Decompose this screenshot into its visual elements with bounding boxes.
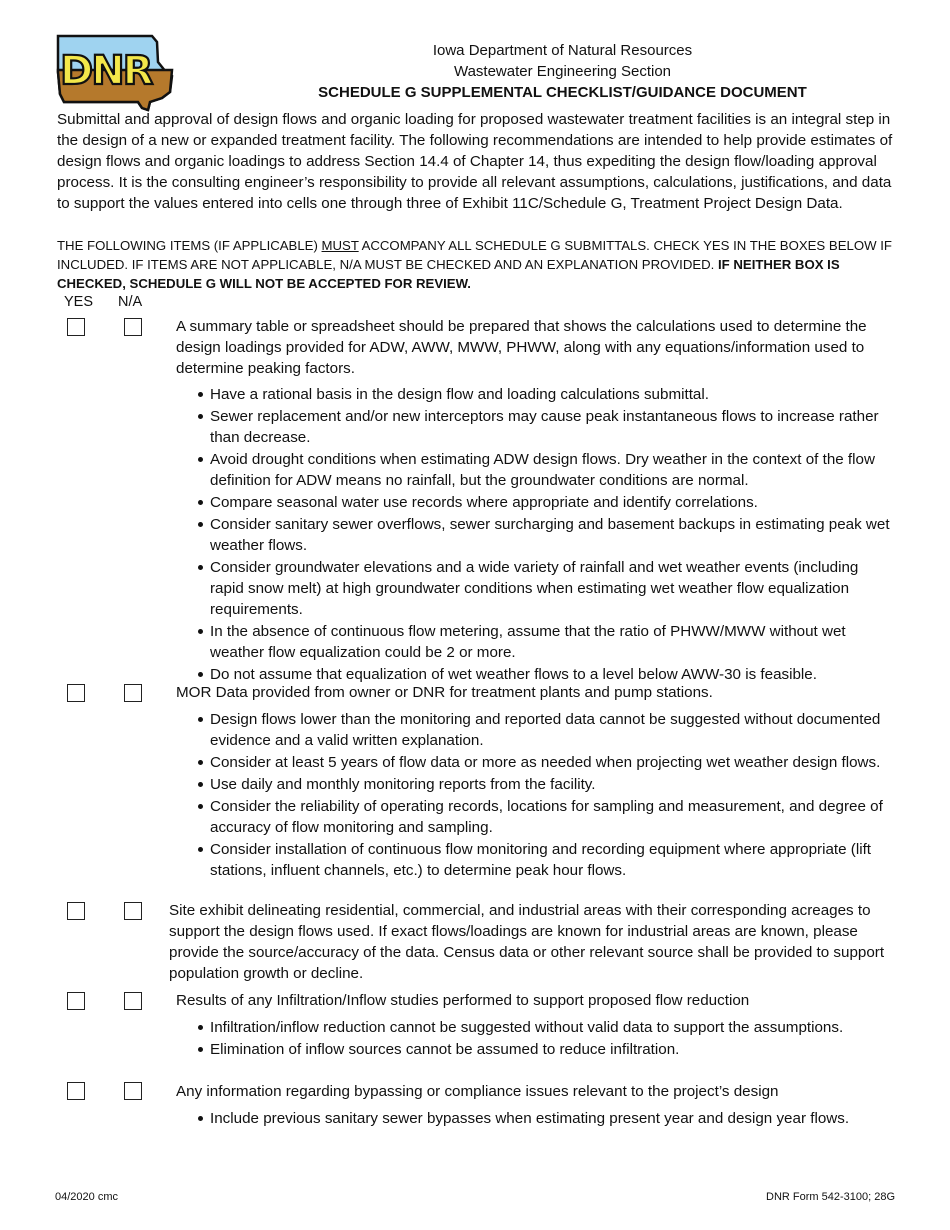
footer-date: 04/2020 cmc [55, 1191, 118, 1203]
list-item: Design flows lower than the monitoring and reported data cannot be suggested without documented evidence and a valid written explanation. [196, 709, 896, 751]
agency-name: Iowa Department of Natural Resources [432, 42, 693, 59]
item-4-na-checkbox[interactable] [124, 992, 142, 1010]
list-item: Consider the reliability of operating records, locations for sampling and measurement, and degree of accuracy of flow monitoring and sampling. [196, 796, 896, 838]
notice-warning: IF NEITHER BOX IS CHECKED, SCHEDULE G WILL NOT BE ACCEPTED FOR REVIEW. [57, 257, 840, 291]
item-1-yes-checkbox[interactable] [67, 318, 85, 336]
list-item: Compare seasonal water use records where appropriate and identify correlations. [196, 492, 896, 513]
item-2-na-checkbox[interactable] [124, 684, 142, 702]
item-2-bullets [196, 709, 896, 882]
list-item: Elimination of inflow sources cannot be assumed to reduce infiltration. [196, 1039, 896, 1060]
yes-column-header: YES [64, 294, 94, 310]
list-item: Consider groundwater elevations and a wide variety of rainfall and wet weather events (including rapid snow melt) at high groundwater conditions when estimating wet weather flow equalization requirements. [196, 557, 896, 620]
na-column-header: N/A [118, 294, 143, 310]
item-4-bullets [196, 1017, 896, 1061]
section-name: Wastewater Engineering Section [453, 63, 672, 80]
list-item: Use daily and monthly monitoring reports from the facility. [196, 774, 896, 795]
document-title: SCHEDULE G SUPPLEMENTAL CHECKLIST/GUIDANCE DOCUMENT [318, 84, 807, 101]
item-5-na-checkbox[interactable] [124, 1082, 142, 1100]
list-item: Include previous sanitary sewer bypasses when estimating present year and design year flows. [196, 1108, 896, 1129]
list-item: Sewer replacement and/or new interceptors may cause peak instantaneous flows to increase rather than decrease. [196, 406, 896, 448]
list-item: Consider installation of continuous flow monitoring and recording equipment where appropriate (lift stations, influent channels, etc.) to determine peak hour flows. [196, 839, 896, 881]
list-item: Do not assume that equalization of wet weather flows to a level below AWW-30 is feasible. [196, 664, 896, 685]
item-5-text: Any information regarding bypassing or compliance issues relevant to the project’s design [176, 1083, 779, 1100]
item-2-yes-checkbox[interactable] [67, 684, 85, 702]
item-4-yes-checkbox[interactable] [67, 992, 85, 1010]
item-3-text: Site exhibit delineating residential, commercial, and industrial areas with their corresponding acreages to support the design flows used. If exact flows/loadings are known for industrial areas are known, please provide the source/accuracy of the data. Census data or other relevant source shall be provided to support population growth or decline. [169, 902, 885, 982]
notice-must: MUST [321, 238, 359, 253]
list-item: In the absence of continuous flow metering, assume that the ratio of PHWW/MWW without wet weather flow equalization could be 2 or more. [196, 621, 896, 663]
item-5-yes-checkbox[interactable] [67, 1082, 85, 1100]
submittal-notice [57, 236, 897, 293]
list-item: Avoid drought conditions when estimating ADW design flows. Dry weather in the context of the flow definition for ADW means no rainfall, but the groundwater conditions are normal. [196, 449, 896, 491]
list-item: Consider at least 5 years of flow data or more as needed when projecting wet weather design flows. [196, 752, 896, 773]
item-3-na-checkbox[interactable] [124, 902, 142, 920]
list-item: Infiltration/inflow reduction cannot be suggested without valid data to support the assumptions. [196, 1017, 896, 1038]
item-5-bullets [196, 1108, 896, 1130]
list-item: Have a rational basis in the design flow and loading calculations submittal. [196, 384, 896, 405]
item-1-text: A summary table or spreadsheet should be prepared that shows the calculations used to determine the design loadings provided for ADW, AWW, MWW, PHWW, along with any equations/information used to determine peaking factors. [176, 318, 867, 377]
intro-paragraph: Submittal and approval of design flows and organic loading for proposed wastewater treatment facilities is an integral step in the design of a new or expanded treatment facility. The following recommendations are intended to help provide estimates of design flows and organic loadings to address Section 14.4 of Chapter 14, thus expediting the design flow/loading approval process. It is the consulting engineer’s responsibility to provide all relevant assumptions, calculations, justifications, and data to support the values entered into cells one through three of Exhibit 11C/Schedule G, Treatment Project Design Data. [57, 111, 893, 212]
notice-part2: ACCOMPANY ALL SCHEDULE G SUBMITTALS. CHECK YES IN THE BOXES BELOW IF INCLUDED. IF ITEMS ARE NOT APPLICABLE, N/A MUST BE CHECKED AND AN EXPLANATION PROVIDED. [57, 238, 892, 272]
notice-part1: THE FOLLOWING ITEMS (IF APPLICABLE) [57, 238, 322, 253]
item-1-na-checkbox[interactable] [124, 318, 142, 336]
item-3-yes-checkbox[interactable] [67, 902, 85, 920]
footer-form-number: DNR Form 542-3100; 28G [766, 1191, 895, 1203]
item-4-text: Results of any Infiltration/Inflow studies performed to support proposed flow reduction [176, 992, 750, 1009]
logo-lettering: DNR [60, 48, 152, 94]
item-2-text: MOR Data provided from owner or DNR for treatment plants and pump stations. [176, 684, 713, 701]
list-item: Consider sanitary sewer overflows, sewer surcharging and basement backups in estimating peak wet weather flows. [196, 514, 896, 556]
item-1-bullets [196, 384, 896, 686]
dnr-logo [54, 32, 176, 112]
